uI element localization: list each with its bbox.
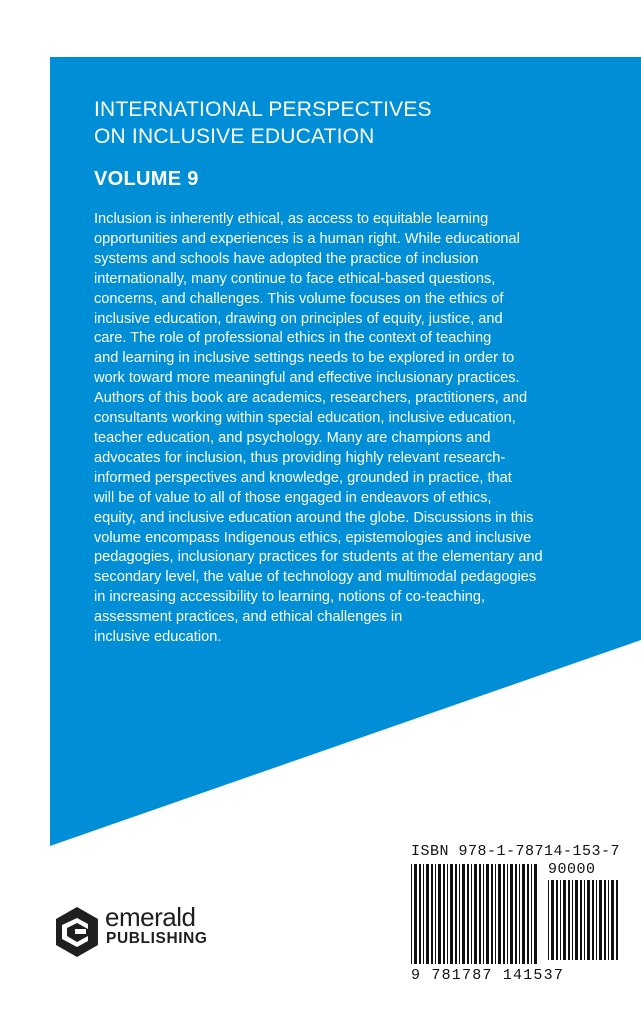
barcode-addon-digits: 90000 — [548, 861, 596, 878]
barcode-bar — [471, 864, 472, 964]
barcode-bar — [604, 880, 606, 960]
blurb-line: Inclusion is inherently ethical, as access to equitable learning — [94, 211, 489, 227]
barcode-bar — [507, 864, 508, 964]
barcode-bar — [419, 864, 421, 964]
barcode-bar — [467, 864, 469, 964]
barcode-bar — [556, 880, 558, 960]
barcode-bar — [522, 864, 525, 964]
barcode-bar — [531, 864, 532, 964]
blurb-line: advocates for inclusion, thus providing highly relevant research- — [94, 449, 506, 466]
book-description — [94, 210, 594, 648]
barcode-bar — [483, 864, 484, 964]
series-title-line-1: INTERNATIONAL PERSPECTIVES — [94, 98, 432, 121]
blurb-line: in increasing accessibility to learning, notions of co-teaching, — [94, 589, 486, 606]
barcode-bar — [438, 864, 441, 964]
series-title — [94, 96, 432, 150]
barcode-bar — [435, 864, 436, 964]
barcode-bar — [548, 880, 549, 960]
blurb-line: will be of value to all of those engaged in endeavors of ethics, — [94, 489, 492, 506]
barcode-bar — [616, 880, 618, 960]
barcode-bar — [443, 864, 445, 964]
barcode-bar — [611, 880, 614, 960]
barcode-bar — [510, 864, 513, 964]
barcode-bar — [568, 880, 570, 960]
barcode-bar — [459, 864, 460, 964]
price-addon-barcode — [548, 880, 620, 960]
barcode-bar — [455, 864, 457, 964]
barcode-bar — [587, 880, 590, 960]
blurb-line: assessment practices, and ethical challenges in — [94, 609, 403, 626]
barcode-bar — [495, 864, 496, 964]
barcode-bar — [498, 864, 501, 964]
barcode-bar — [515, 864, 517, 964]
barcode-bar — [596, 880, 597, 960]
barcode-bar — [503, 864, 505, 964]
barcode-bar — [580, 880, 582, 960]
blurb-line: consultants working within special education, inclusive education, — [94, 410, 516, 427]
blurb-line: informed perspectives and knowledge, grounded in practice, that — [94, 469, 512, 486]
blurb-line: work toward more meaningful and effective inclusionary practices. — [94, 370, 520, 387]
blurb-line: Authors of this book are academics, researchers, practitioners, and — [94, 390, 528, 407]
barcode-bar — [572, 880, 573, 960]
barcode-bar — [450, 864, 453, 964]
barcode-bar — [474, 864, 477, 964]
barcode-digits: 9 781787 141537 — [411, 967, 565, 984]
volume-number: VOLUME 9 — [94, 168, 199, 190]
isbn-label: ISBN 978-1-78714-153-7 — [411, 843, 621, 860]
publisher-subtitle: PUBLISHING — [106, 930, 208, 947]
blurb-line: systems and schools have adopted the practice of inclusion — [94, 250, 479, 267]
barcode-bar — [486, 864, 489, 964]
blurb-line: care. The role of professional ethics in the context of teaching — [94, 330, 492, 347]
barcode-bar — [575, 880, 578, 960]
barcode-bar — [519, 864, 520, 964]
blurb-line: secondary level, the value of technology and multimodal pedagogies — [94, 569, 537, 586]
barcode-bar — [527, 864, 529, 964]
blurb-line: inclusive education, drawing on principles of equity, justice, and — [94, 310, 503, 327]
barcode-bar — [584, 880, 585, 960]
barcode-bar — [491, 864, 493, 964]
barcode-bar — [431, 864, 433, 964]
barcode-bar — [423, 864, 424, 964]
barcode-bar — [479, 864, 481, 964]
barcode-bar — [563, 880, 566, 960]
series-title-line-2: ON INCLUSIVE EDUCATION — [94, 125, 375, 148]
barcode-bar — [426, 864, 429, 964]
barcode-bar — [414, 864, 417, 964]
barcode-bar — [534, 864, 537, 964]
barcode-bar — [462, 864, 465, 964]
barcode-bar — [560, 880, 561, 960]
barcode-bar — [592, 880, 594, 960]
blurb-line: opportunities and experiences is a human right. While educational — [94, 230, 520, 247]
blurb-line: teacher education, and psychology. Many are champions and — [94, 429, 491, 446]
blurb-line: and learning in inclusive settings needs to be explored in order to — [94, 350, 515, 367]
blurb-line: pedagogies, inclusionary practices for students at the elementary and — [94, 549, 543, 566]
barcode-bar — [447, 864, 448, 964]
blurb-line: internationally, many continue to face ethical-based questions, — [94, 270, 496, 287]
isbn-barcode — [411, 864, 539, 964]
blurb-line: equity, and inclusive education around the globe. Discussions in this — [94, 509, 534, 526]
barcode-bar — [411, 864, 412, 964]
barcode-bar — [608, 880, 609, 960]
barcode-bar — [599, 880, 602, 960]
blurb-line: concerns, and challenges. This volume focuses on the ethics of — [94, 290, 504, 307]
publisher-name: emerald — [105, 902, 196, 932]
blurb-line: inclusive education. — [94, 629, 222, 646]
barcode-bar — [551, 880, 554, 960]
blurb-line: volume encompass Indigenous ethics, epistemologies and inclusive — [94, 529, 532, 546]
emerald-e-icon — [55, 906, 99, 958]
